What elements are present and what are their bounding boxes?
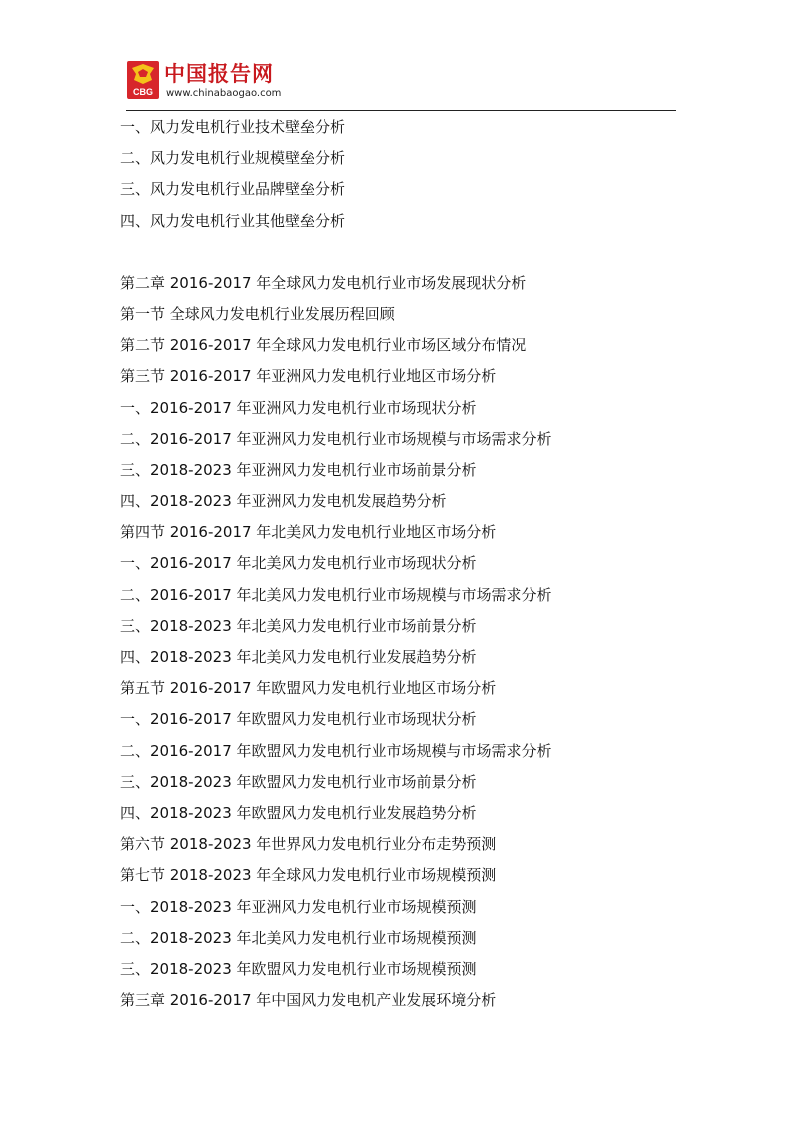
toc-line: 四、风力发电机行业其他壁垒分析 bbox=[120, 211, 346, 230]
toc-section-heading: 第一节 全球风力发电机行业发展历程回顾 bbox=[120, 304, 395, 323]
toc-section-heading: 第四节 2016-2017 年北美风力发电机行业地区市场分析 bbox=[120, 523, 497, 542]
toc-line: 二、风力发电机行业规模壁垒分析 bbox=[120, 149, 346, 168]
toc-line: 二、2016-2017 年北美风力发电机行业市场规模与市场需求分析 bbox=[120, 585, 552, 604]
toc-section-heading: 第七节 2018-2023 年全球风力发电机行业市场规模预测 bbox=[120, 866, 497, 885]
toc-line: 二、2018-2023 年北美风力发电机行业市场规模预测 bbox=[120, 928, 477, 947]
toc-section-heading: 第三节 2016-2017 年亚洲风力发电机行业地区市场分析 bbox=[120, 367, 497, 386]
toc-line: 三、2018-2023 年欧盟风力发电机行业市场规模预测 bbox=[120, 959, 477, 978]
toc-line: 四、2018-2023 年欧盟风力发电机行业发展趋势分析 bbox=[120, 803, 477, 822]
toc-line: 三、2018-2023 年欧盟风力发电机行业市场前景分析 bbox=[120, 772, 477, 791]
svg-text:CBG: CBG bbox=[133, 87, 153, 97]
toc-line: 二、2016-2017 年欧盟风力发电机行业市场规模与市场需求分析 bbox=[120, 741, 552, 760]
toc-section-heading: 第六节 2018-2023 年世界风力发电机行业分布走势预测 bbox=[120, 835, 497, 854]
toc-line: 三、2018-2023 年北美风力发电机行业市场前景分析 bbox=[120, 616, 477, 635]
toc-line: 四、2018-2023 年亚洲风力发电机发展趋势分析 bbox=[120, 492, 447, 511]
brand-name: 中国报告网 bbox=[164, 62, 274, 86]
cbg-logo-icon bbox=[126, 60, 160, 100]
toc-line: 三、2018-2023 年亚洲风力发电机行业市场前景分析 bbox=[120, 460, 477, 479]
toc-line: 四、2018-2023 年北美风力发电机行业发展趋势分析 bbox=[120, 648, 477, 666]
toc-chapter-heading: 第二章 2016-2017 年全球风力发电机行业市场发展现状分析 bbox=[120, 273, 527, 292]
toc-line: 一、风力发电机行业技术壁垒分析 bbox=[120, 118, 346, 136]
toc-line: 二、2016-2017 年亚洲风力发电机行业市场规模与市场需求分析 bbox=[120, 429, 552, 448]
toc-section-heading: 第二节 2016-2017 年全球风力发电机行业市场区域分布情况 bbox=[120, 336, 527, 355]
brand-url: www.chinabaogao.com bbox=[166, 88, 282, 99]
toc-line: 一、2016-2017 年亚洲风力发电机行业市场现状分析 bbox=[120, 398, 477, 417]
toc-line: 一、2018-2023 年亚洲风力发电机行业市场规模预测 bbox=[120, 897, 477, 916]
table-of-contents bbox=[120, 112, 720, 1016]
toc-line: 三、风力发电机行业品牌壁垒分析 bbox=[120, 180, 346, 199]
page-header bbox=[126, 58, 676, 111]
toc-chapter-heading: 第三章 2016-2017 年中国风力发电机产业发展环境分析 bbox=[120, 991, 497, 1010]
toc-section-heading: 第五节 2016-2017 年欧盟风力发电机行业地区市场分析 bbox=[120, 679, 497, 698]
toc-line: 一、2016-2017 年北美风力发电机行业市场现状分析 bbox=[120, 554, 477, 573]
toc-line: 一、2016-2017 年欧盟风力发电机行业市场现状分析 bbox=[120, 710, 477, 729]
